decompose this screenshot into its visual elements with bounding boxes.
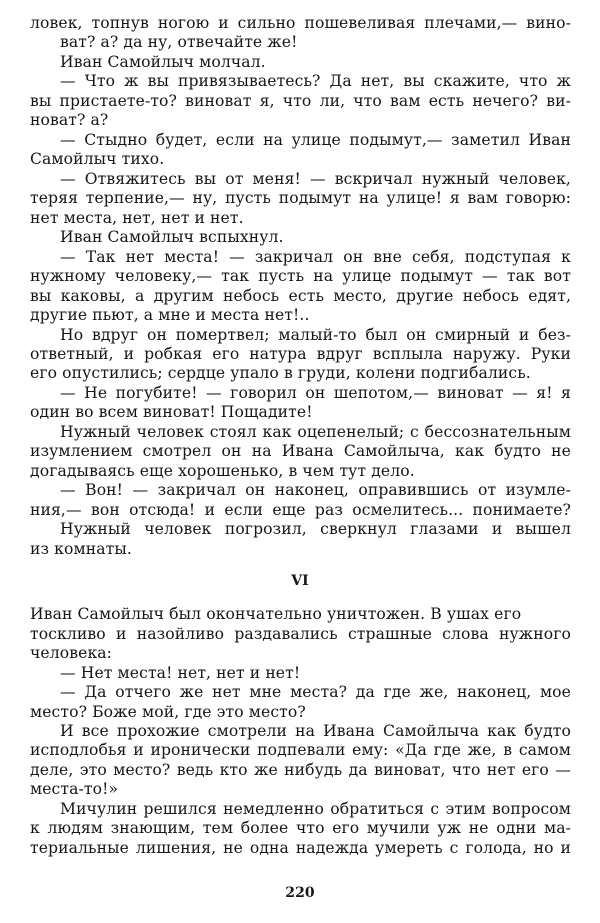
text-line: Иван Самойлыч был окончательно уничтожен. В ушах его	[30, 605, 522, 624]
text-line: тоскливо и назойливо раздавались страшные слова нужного	[30, 624, 571, 643]
text-line: Иван Самойлыч молчал.	[60, 52, 266, 71]
text-line: новат? а?	[30, 111, 109, 130]
text-line: Мичулин решился немедленно обратиться с этим вопросом	[60, 799, 571, 818]
text-line: — Нет места! нет, нет и нет!	[60, 663, 301, 682]
text-line: — Не погубите! — говорил он шепотом,— виноват — я! я	[60, 383, 571, 402]
text-line: теряя терпение,— ну, пусть подымут на улице! я вам говорю:	[30, 189, 571, 208]
text-line: ловек, топнув ногою и сильно пошевеливая плечами,— вино-	[30, 14, 571, 32]
text-line: другие пьют, а мне и места нет!..	[30, 306, 310, 325]
text-line: человека:	[30, 644, 113, 663]
text-line: нет места, нет, нет и нет.	[30, 208, 244, 227]
text-line: ответный, и робкая его натура вдруг всплыла наружу. Руки	[30, 344, 571, 363]
text-line: И все прохожие смотрели на Ивана Самойлыча как будто	[60, 722, 571, 740]
text-line: териальные лишения, не одна надежда умереть с голода, но и	[30, 838, 571, 857]
text-line: места-то!»	[30, 780, 119, 799]
text-line: его опустились; сердце упало в груди, колени подгибались.	[30, 364, 531, 383]
text-line: к людям знающим, тем более что его мучили уж не одни ма-	[30, 819, 571, 838]
text-line: изумлением смотрел он на Ивана Самойлыча, как будто не	[30, 442, 571, 461]
chapter-heading: VI	[291, 572, 309, 589]
text-line: — Да отчего же нет мне места? да где же, наконец, мое	[60, 683, 571, 702]
text-line: — Так нет места! — закричал он вне себя, подступая к	[60, 247, 571, 266]
text-line: — Что ж вы привязываетесь? Да нет, вы скажите, что ж	[60, 72, 571, 91]
text-line: Иван Самойлыч вспыхнул.	[60, 228, 284, 247]
page-number: 220	[285, 885, 315, 901]
text-line: — Вон! — закричал он наконец, оправившись от изумле-	[60, 481, 571, 500]
text-line: деле, это место? ведь кто же нибудь да виноват, что нет его —	[30, 760, 571, 779]
text-line: Но вдруг он помертвел; малый-то был он смирный и без-	[60, 325, 571, 344]
text-line: из комнаты.	[30, 539, 132, 558]
text-line: исподлобья и иронически подпевали ему: «Да где же, в самом	[30, 741, 571, 760]
text-line: место? Боже мой, где это место?	[30, 702, 306, 721]
text-line: нужному человеку,— так пусть на улице подымут — так вот	[30, 267, 571, 286]
text-line: догадываясь еще хорошенько, в чем тут дело.	[30, 461, 415, 480]
text-line: вы пристаете-то? виноват я, что ли, что вам есть нечего? ви-	[30, 91, 571, 110]
text-line: — Отвяжитесь вы от меня! — вскричал нужный человек,	[60, 169, 571, 188]
text-line: Нужный человек стоял как оцепенелый; с бессознательным	[60, 422, 571, 441]
text-line: один во всем виноват! Пощадите!	[30, 403, 313, 422]
text-line: — Стыдно будет, если на улице подымут,— заметил Иван	[60, 130, 571, 149]
text-line: ния,— вон отсюда! и если еще раз осмелитесь... понимаете?	[30, 500, 571, 519]
text-line: вы каковы, а другим небось есть место, другие небось едят,	[30, 286, 571, 305]
text-line: Самойлыч тихо.	[30, 150, 165, 169]
text-line: Нужный человек погрозил, сверкнул глазами и вышел	[60, 520, 571, 539]
text-line: ват? а? да ну, отвечайте же!	[60, 33, 298, 52]
